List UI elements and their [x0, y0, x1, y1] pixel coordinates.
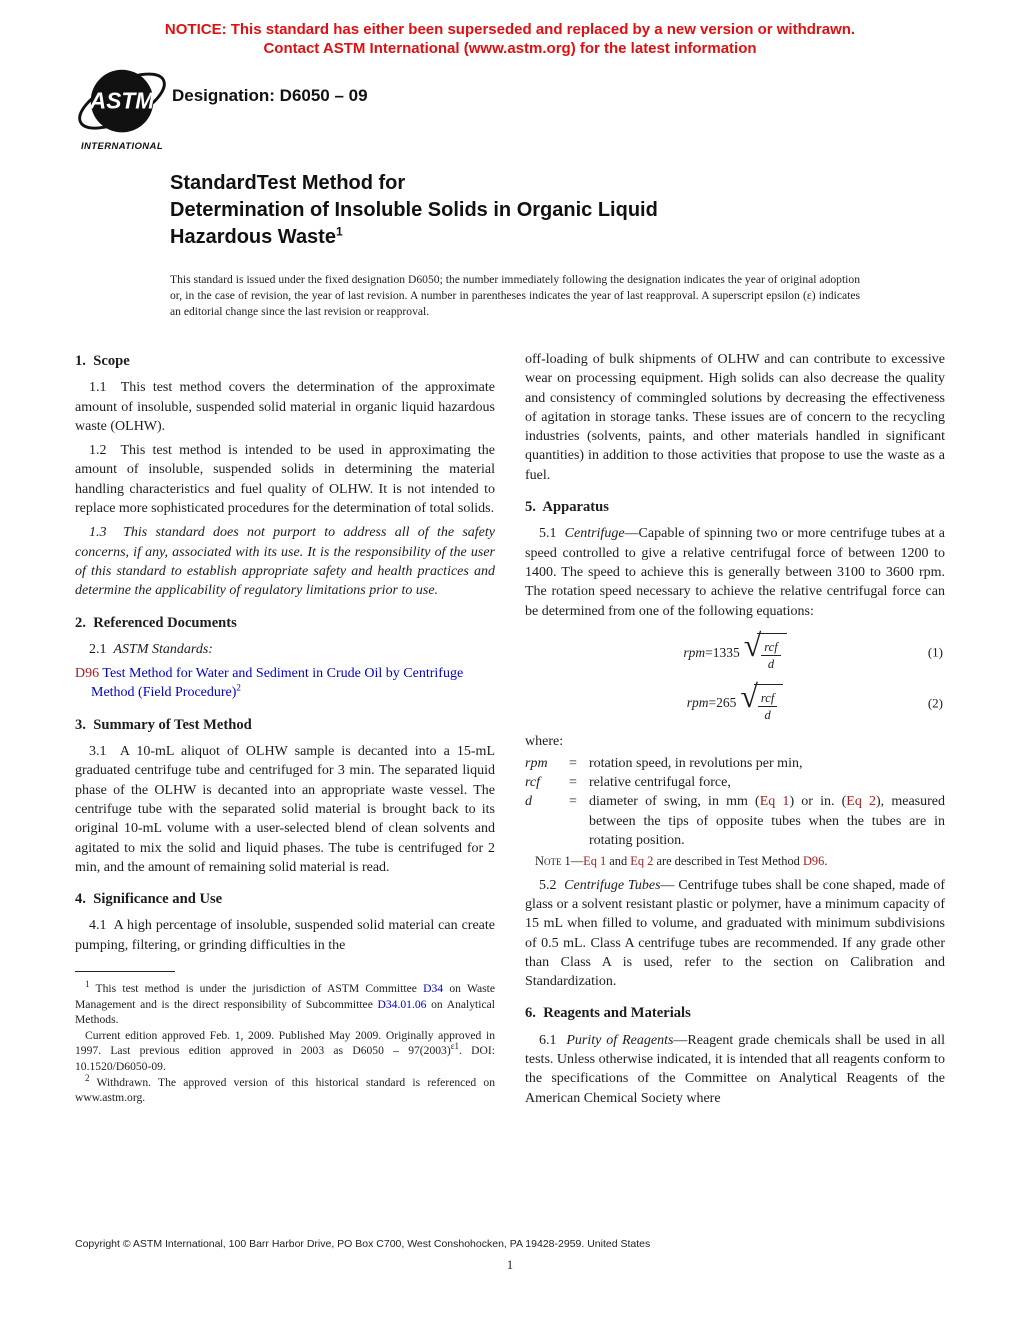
footnote-edition-text-b: . DOI: 10.1520/D6050-09.: [75, 1044, 495, 1073]
footnote-1-mark: 1: [85, 979, 90, 990]
notice-line-1: NOTICE: This standard has either been superseded and replaced by a new version or withdrawn.: [164, 21, 856, 38]
equation-2-number: (2): [927, 695, 943, 711]
paragraph-6-1-number: 6.1: [539, 1032, 567, 1048]
footnote-1-text-c: on Analytical Methods.: [75, 997, 495, 1027]
equation-1: [525, 626, 945, 672]
where-d-equals: =: [569, 794, 577, 810]
paragraph-1-3: 1.3 This standard does not purport to address all of the safety concerns, if any, associated with its use. It is the responsibility of the user of this standard to establish appropriate safety and health practices and determine the applicability of regulatory limitations prior to use.: [75, 525, 495, 599]
d96-title-link[interactable]: Test Method for Water and Sediment in Crude Oil by Centrifuge Method (Field Procedure): [91, 666, 464, 701]
equation-2-numerator: rcf: [758, 691, 777, 707]
paragraph-4-1-right: off-loading of bulk shipments of OLHW and can contribute to excessive wear on processing equipment. High solids can also decrease the quality and consistency of commingled solutions by decreasing the effectiveness of agitation in storage tanks. These issues are of concern to the recycling industries (solvents, paints, and other materials handled in significant quantities) in addition to those activities that propose to use the waste as a fuel.: [525, 352, 945, 483]
where-row-rcf: [525, 773, 945, 792]
title-line-1: StandardTest Method for: [170, 172, 406, 194]
right-column: [525, 350, 945, 1113]
paragraph-6-1-text: —Reagent grade chemicals shall be used in all tests. Unless otherwise indicated, it is intended that all reagents conform to the specifications of the Committee on Analytical Reagents of the American Chemical Society where: [525, 1032, 946, 1106]
paragraph-5-2: [525, 876, 945, 992]
astm-logo-text: ASTM: [89, 87, 155, 114]
note-d96-link[interactable]: D96: [802, 854, 825, 869]
note-eq1-link[interactable]: Eq 1: [583, 854, 607, 869]
where-d-term: d: [525, 794, 532, 810]
d34-committee-link[interactable]: D34: [423, 982, 444, 996]
eq1-link[interactable]: Eq 1: [759, 794, 790, 810]
paragraph-6-1-term: Purity of Reagents: [566, 1032, 674, 1048]
astm-logo-mark: [74, 66, 170, 140]
paragraph-5-2-term: Centrifuge Tubes: [564, 877, 661, 893]
section-heading-summary: 3. Summary of Test Method: [75, 716, 252, 733]
equation-2-lhs: rpm: [686, 695, 709, 711]
astm-logo: [74, 66, 170, 152]
equation-1-lhs: rpm: [683, 644, 706, 660]
footnote-1: [75, 981, 495, 1028]
radical-icon: √ $\frac{\text{rcf}}{d}$: [744, 633, 787, 672]
d96-standard-link[interactable]: D96: [75, 666, 100, 682]
title-footnote-mark: 1: [335, 224, 343, 239]
footnote-2-mark: 2: [85, 1072, 90, 1083]
footnote-edition-text-a: Current edition approved Feb. 1, 2009. Published May 2009. Originally approved in 1997. Last previous edition approved in 2003 as D6050 – 97(2003): [75, 1028, 495, 1058]
left-column: [75, 350, 495, 1106]
astm-logo-subtitle: INTERNATIONAL: [80, 141, 164, 152]
title-line-3: [170, 224, 810, 251]
paragraph-5-1-number: 5.1: [539, 526, 565, 542]
paragraph-3-1: 3.1 A 10-mL aliquot of OLHW sample is decanted into a 15-mL graduated centrifuge tube and centrifuged for 3 min. The separated liquid phase of the OLHW is decanted into an appropriate waste vessel. The centrifuge tube with the separated solid material is brought back to its original 10-mL volume with a user-selected blend of clean solvents and agitated to mix the solid and liquid phases. The tube is centrifuged for 2 min, and the amount of remaining solid material is read.: [75, 744, 495, 875]
paragraph-5-1-text: —Capable of spinning two or more centrifuge tubes at a speed controlled to give a relative centrifugal force of between 1200 to 1400. The speed to achieve this is generally between 3100 to 3600 rpm. The rotation speed necessary to achieve the relative centrifugal force can be determined from one of the following equations:: [525, 526, 945, 619]
equation-1-number: (1): [927, 644, 943, 660]
where-row-d: [525, 792, 945, 850]
copyright-line: Copyright © ASTM International, 100 Barr Harbor Drive, PO Box C700, West Conshohocken, PA 19428-2959. United States: [75, 1238, 651, 1250]
equation-2-denominator: d: [764, 707, 771, 722]
equation-2: [525, 677, 945, 723]
where-rpm-equals: =: [569, 755, 577, 771]
section-heading-reagents: 6. Reagents and Materials: [525, 1005, 691, 1022]
section-heading-apparatus: 5. Apparatus: [525, 499, 609, 516]
d34-01-06-subcommittee-link[interactable]: D34.01.06: [377, 997, 427, 1011]
paragraph-6-1: [525, 1031, 945, 1108]
paragraph-2-1-number: 2.1: [89, 641, 114, 657]
footnote-edition-epsilon-mark: ε1: [450, 1041, 459, 1052]
section-heading-referenced-documents: 2. Referenced Documents: [75, 614, 237, 631]
where-intro: where:: [525, 734, 564, 750]
footnote-1-text-a: This test method is under the jurisdiction of ASTM Committee: [89, 982, 424, 996]
paragraph-2-1-label: ASTM Standards:: [113, 641, 213, 657]
paragraph-1-2: 1.2 This test method is intended to be used in approximating the amount of insoluble, suspended solids in determining the material handling characteristics and fuel quality of OLHW. It is not intended to replace more sophisticated procedures for the determination of total solids.: [75, 443, 495, 517]
standard-issuance-note: This standard is issued under the fixed designation D6050; the number immediately following the designation indicates the year of original adoption or, in the case of revision, the year of last revision. A number in parentheses indicates the year of last reapproval. A superscript epsilon (ε) indicates an editorial change since the last revision or reapproval.: [170, 273, 860, 318]
reference-d96: [75, 664, 495, 703]
page-title: [170, 170, 810, 251]
where-rcf-term: rcf: [525, 774, 541, 790]
paragraph-2-1: [75, 640, 495, 659]
designation-label: Designation: D6050 – 09: [172, 86, 368, 105]
paragraph-4-1-left: 4.1 A high percentage of insoluble, suspended solid material can create pumping, filtering, or grinding difficulties in the: [75, 918, 495, 953]
where-rpm-term: rpm: [525, 755, 548, 771]
equation-1-denominator: d: [767, 657, 775, 672]
notice-line-2: Contact ASTM International (www.astm.org) for the latest information: [263, 40, 757, 57]
equation-2-coefficient: 265: [716, 695, 737, 711]
radical-icon: √ $\frac{\text{rcf}}{d}$: [740, 684, 783, 723]
footnote-2-text: Withdrawn. The approved version of this historical standard is referenced on www.astm.org.: [75, 1075, 495, 1105]
d96-footnote-mark: 2: [236, 682, 241, 693]
title-line-2: Determination of Insoluble Solids in Organic Liquid: [170, 199, 658, 221]
where-row-rpm: [525, 754, 945, 773]
where-rpm-definition: rotation speed, in revolutions per min,: [589, 755, 803, 771]
where-rcf-equals: =: [569, 774, 577, 790]
supersession-notice: [0, 20, 1020, 58]
equation-1-equals: =: [705, 644, 713, 660]
footnote-rule: [75, 971, 175, 972]
footnote-edition: [75, 1028, 495, 1075]
paragraph-5-1: [525, 524, 945, 620]
where-rcf-definition: relative centrifugal force,: [589, 774, 731, 790]
section-heading-significance: 4. Significance and Use: [75, 891, 223, 908]
eq2-link[interactable]: Eq 2: [846, 794, 877, 810]
note-eq2-link[interactable]: Eq 2: [630, 854, 654, 869]
title-line-3-text: Hazardous Waste: [170, 226, 336, 248]
page-number: 1: [506, 1258, 514, 1272]
footnote-1-text-b: on Waste Management and is the direct responsibility of Subcommittee: [75, 982, 495, 1011]
paragraph-5-1-term: Centrifuge: [564, 526, 625, 542]
equation-2-equals: =: [708, 695, 717, 711]
paragraph-5-2-number: 5.2: [539, 877, 565, 893]
where-d-definition: diameter of swing, in mm (Eq 1) or in. (Eq 2), measured between the tips of opposite tubes when the tubes are in rotating position.: [589, 794, 945, 848]
note-1: Note 1—Eq 1 and Eq 2 are described in Test Method D96.: [535, 854, 828, 869]
equation-1-coefficient: 1335: [712, 644, 740, 660]
paragraph-1-1: 1.1 This test method covers the determination of the approximate amount of insoluble, suspended solid material in organic liquid hazardous waste (OLHW).: [75, 380, 495, 434]
paragraph-5-2-text: — Centrifuge tubes shall be cone shaped, made of glass or a solvent resistant plastic or polymer, have a minimum capacity of 15 mL when filled to volume, and graduated with minimum subdivisions of 0.5 mL. Class A centrifuge tubes are recommended. If any grade other than Class A is used, refer to the section on Calibration and Standardization.: [525, 877, 946, 990]
footnote-2: [75, 1072, 495, 1106]
section-heading-scope: 1. Scope: [75, 353, 130, 369]
equation-1-numerator: rcf: [761, 640, 780, 656]
note-1-label: Note 1: [535, 854, 571, 869]
